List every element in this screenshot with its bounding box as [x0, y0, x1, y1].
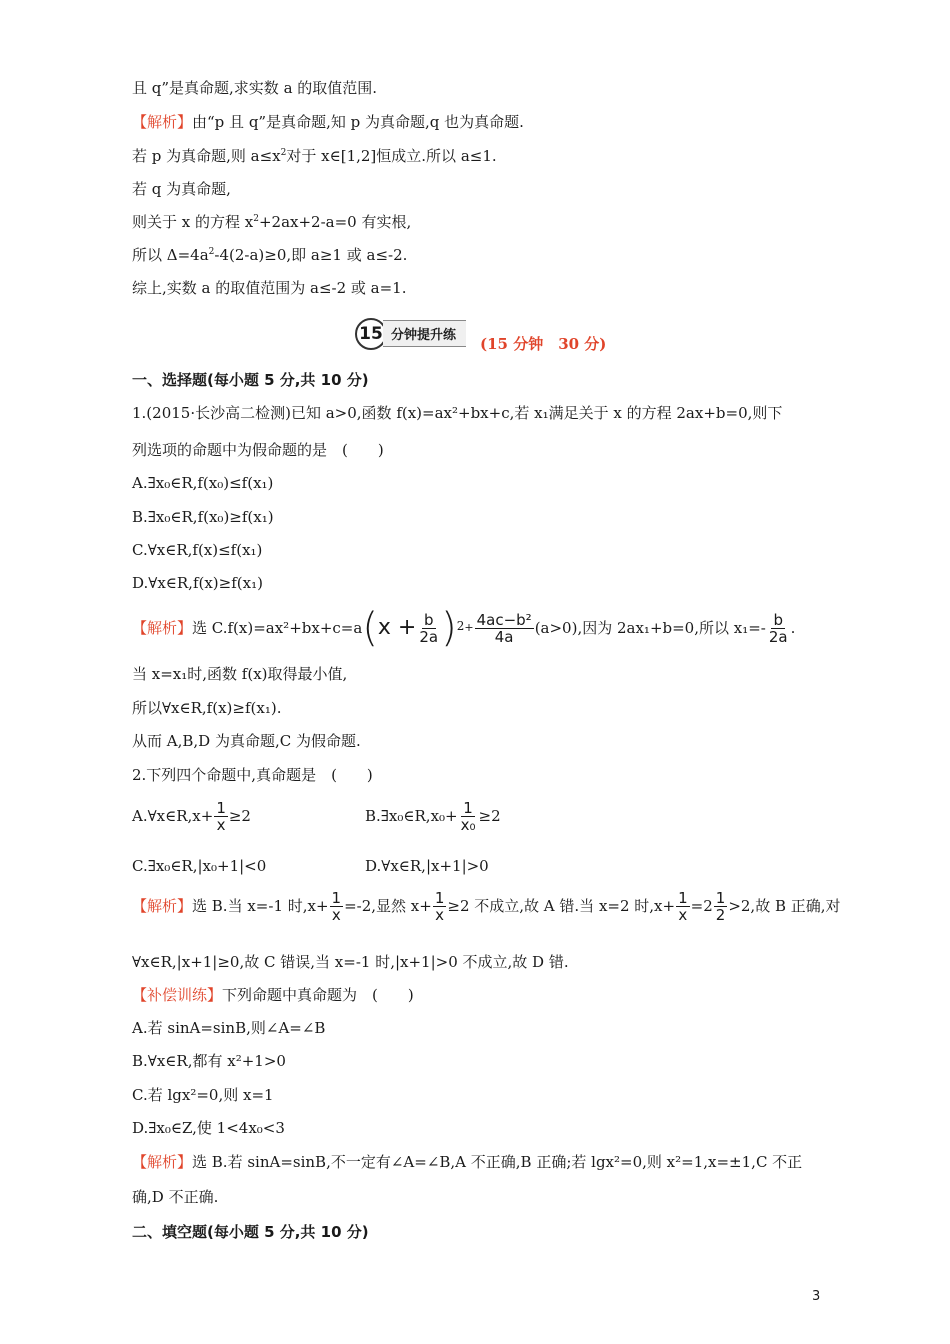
text: 对于 x∈[1,2]恒成立.所以 a≤1.: [286, 147, 497, 165]
supplement-tag: 【补偿训练】: [132, 986, 223, 1004]
denominator: x₀: [460, 815, 476, 834]
denominator: x: [331, 905, 341, 924]
exponent: 2: [456, 619, 465, 633]
text: =2: [690, 897, 713, 915]
section-title: 二、填空题(每小题 5 分,共 10 分): [132, 1223, 369, 1241]
denominator: 2: [715, 905, 726, 924]
text-line: 综上,实数 a 的取值范围为 a≤-2 或 a=1.: [132, 279, 407, 297]
option-c: C.∃x₀∈R,|x₀+1|<0: [132, 857, 267, 875]
option-a: A.∃x₀∈R,f(x₀)≤f(x₁): [132, 474, 274, 492]
option-b: B.∀x∈R,都有 x²+1>0: [132, 1052, 286, 1070]
text: 选 B.若 sinA=sinB,不一定有∠A=∠B,A 不正确,B 正确;若 lgx²=0,则 x²=1,x=±1,C 不正: [192, 1153, 803, 1171]
option-d: D.∀x∈R,|x+1|>0: [365, 857, 489, 875]
plus-sign: +: [464, 621, 474, 634]
solution-tag: 【解析】: [132, 1153, 193, 1171]
solution-line: 当 x=x₁时,函数 f(x)取得最小值,: [132, 665, 348, 683]
numerator: 4ac−b²: [476, 610, 532, 629]
question-line: 列选项的命题中为假命题的是 ( ): [132, 441, 384, 459]
math-x: x +: [377, 615, 417, 640]
denominator: x: [435, 905, 445, 924]
numerator: 1: [216, 798, 226, 817]
numerator: 1: [715, 888, 726, 907]
option-a: [132, 798, 251, 834]
solution-text: 由“p 且 q”是真命题,知 p 为真命题,q 也为真命题.: [192, 113, 524, 131]
badge-time: (15 分钟 30 分): [480, 335, 607, 353]
text: B.∃x₀∈R,x₀+: [365, 807, 458, 825]
text: ≥2: [478, 807, 501, 825]
solution-text: (a>0),因为 2ax₁+b=0,所以 x₁=-: [534, 619, 766, 637]
numerator: 1: [434, 888, 445, 907]
option-d: D.∀x∈R,f(x)≥f(x₁): [132, 574, 263, 592]
fraction: [767, 612, 790, 645]
denominator: 2a: [419, 627, 439, 646]
text: 则关于 x 的方程 x: [132, 213, 254, 231]
text: 若 p 为真命题,则 a≤x: [132, 147, 281, 165]
text: ≥2: [228, 807, 251, 825]
solution-line: 从而 A,B,D 为真命题,C 为假命题.: [132, 732, 361, 750]
section-badge: [355, 313, 606, 354]
fraction: [433, 890, 447, 923]
text: 所以 Δ=4a: [132, 246, 209, 264]
text: ≥2 不成立,故 A 错.当 x=2 时,x+: [447, 897, 676, 915]
text: A.∀x∈R,x+: [132, 807, 214, 825]
solution-line: [132, 888, 841, 924]
solution-text: 选 C.f(x)=ax²+bx+c=a: [192, 619, 363, 637]
numerator: 1: [463, 798, 473, 817]
section-title: 一、选择题(每小题 5 分,共 10 分): [132, 371, 369, 389]
solution-tag: 【解析】: [132, 619, 193, 637]
fraction: [330, 890, 344, 923]
solution-line: [132, 112, 524, 132]
solution-line: 确,D 不正确.: [132, 1188, 219, 1206]
denominator: 4a: [494, 627, 514, 646]
numerator: 1: [331, 888, 342, 907]
page-number: 3: [812, 1289, 821, 1304]
solution-tag: 【解析】: [132, 897, 193, 915]
option-a: A.若 sinA=sinB,则∠A=∠B: [132, 1019, 326, 1037]
text: 选 B.当 x=-1 时,x+: [192, 897, 329, 915]
fraction: [475, 612, 534, 645]
question-line: 2.下列四个命题中,真命题是 ( ): [132, 766, 373, 784]
fraction: [459, 800, 478, 833]
text: =-2,显然 x+: [344, 897, 432, 915]
option-c: C.∀x∈R,f(x)≤f(x₁): [132, 541, 263, 559]
fraction: [417, 612, 440, 645]
solution-line: 所以∀x∈R,f(x)≥f(x₁).: [132, 699, 282, 717]
denominator: x: [678, 905, 688, 924]
fraction: [714, 890, 728, 923]
text: >2,故 B 正确,对: [728, 897, 841, 915]
option-b: B.∃x₀∈R,f(x₀)≥f(x₁): [132, 508, 274, 526]
text-line: 若 q 为真命题,: [132, 180, 231, 198]
question-line: 1.(2015·长沙高二检测)已知 a>0,函数 f(x)=ax²+bx+c,若 x₁满足关于 x 的方程 2ax+b=0,则下: [132, 404, 783, 422]
numerator: b: [773, 610, 784, 629]
option-b: [365, 798, 501, 834]
text-line: 且 q”是真命题,求实数 a 的取值范围.: [132, 79, 378, 97]
text-line: 则关于 x 的方程 $x^2+2ax+2-a=0$ 有实根,: [132, 213, 412, 231]
solution-line: 【解析】 选 C.f(x)=ax²+bx+c=a ( x + $\frac{b}{2a}$ ) 2 + $\frac{\text{4ac−b²}}{4a}$ (a>0),因为 2ax₁+b=0,所以 x₁=- $\frac{b}{2a}$ .: [132, 605, 796, 651]
option-c: C.若 lgx²=0,则 x=1: [132, 1086, 274, 1104]
text-line: 若 p 为真命题,则 $a\le x^2$对于 x∈[1,2]恒成立.所以 a≤1.: [132, 147, 497, 165]
fraction: [676, 890, 690, 923]
text: +2ax+2-a=0 有实根,: [258, 213, 412, 231]
option-d: D.∃x₀∈Z,使 1<4x₀<3: [132, 1119, 285, 1137]
numerator: 1: [678, 888, 688, 907]
solution-tag: 【解析】: [132, 113, 193, 131]
denominator: 2a: [768, 627, 788, 646]
denominator: x: [216, 815, 226, 834]
text: 下列命题中真命题为 ( ): [222, 986, 414, 1004]
text: -4(2-a)≥0,即 a≥1 或 a≤-2.: [214, 246, 408, 264]
badge-label: 分钟提升练: [383, 320, 466, 347]
text-line: 所以 $\Delta=4a^2-4(2-a)\ge 0$,即 a≥1 或 a≤-2.: [132, 246, 408, 264]
right-paren: ): [441, 605, 457, 651]
supplement-line: [132, 985, 414, 1005]
solution-line: ∀x∈R,|x+1|≥0,故 C 错误,当 x=-1 时,|x+1|>0 不成立,故 D 错.: [132, 953, 569, 971]
numerator: b: [423, 610, 434, 629]
left-paren: (: [362, 605, 378, 651]
badge-number: 15: [355, 318, 387, 350]
fraction: [214, 800, 228, 833]
solution-line: [132, 1152, 802, 1172]
